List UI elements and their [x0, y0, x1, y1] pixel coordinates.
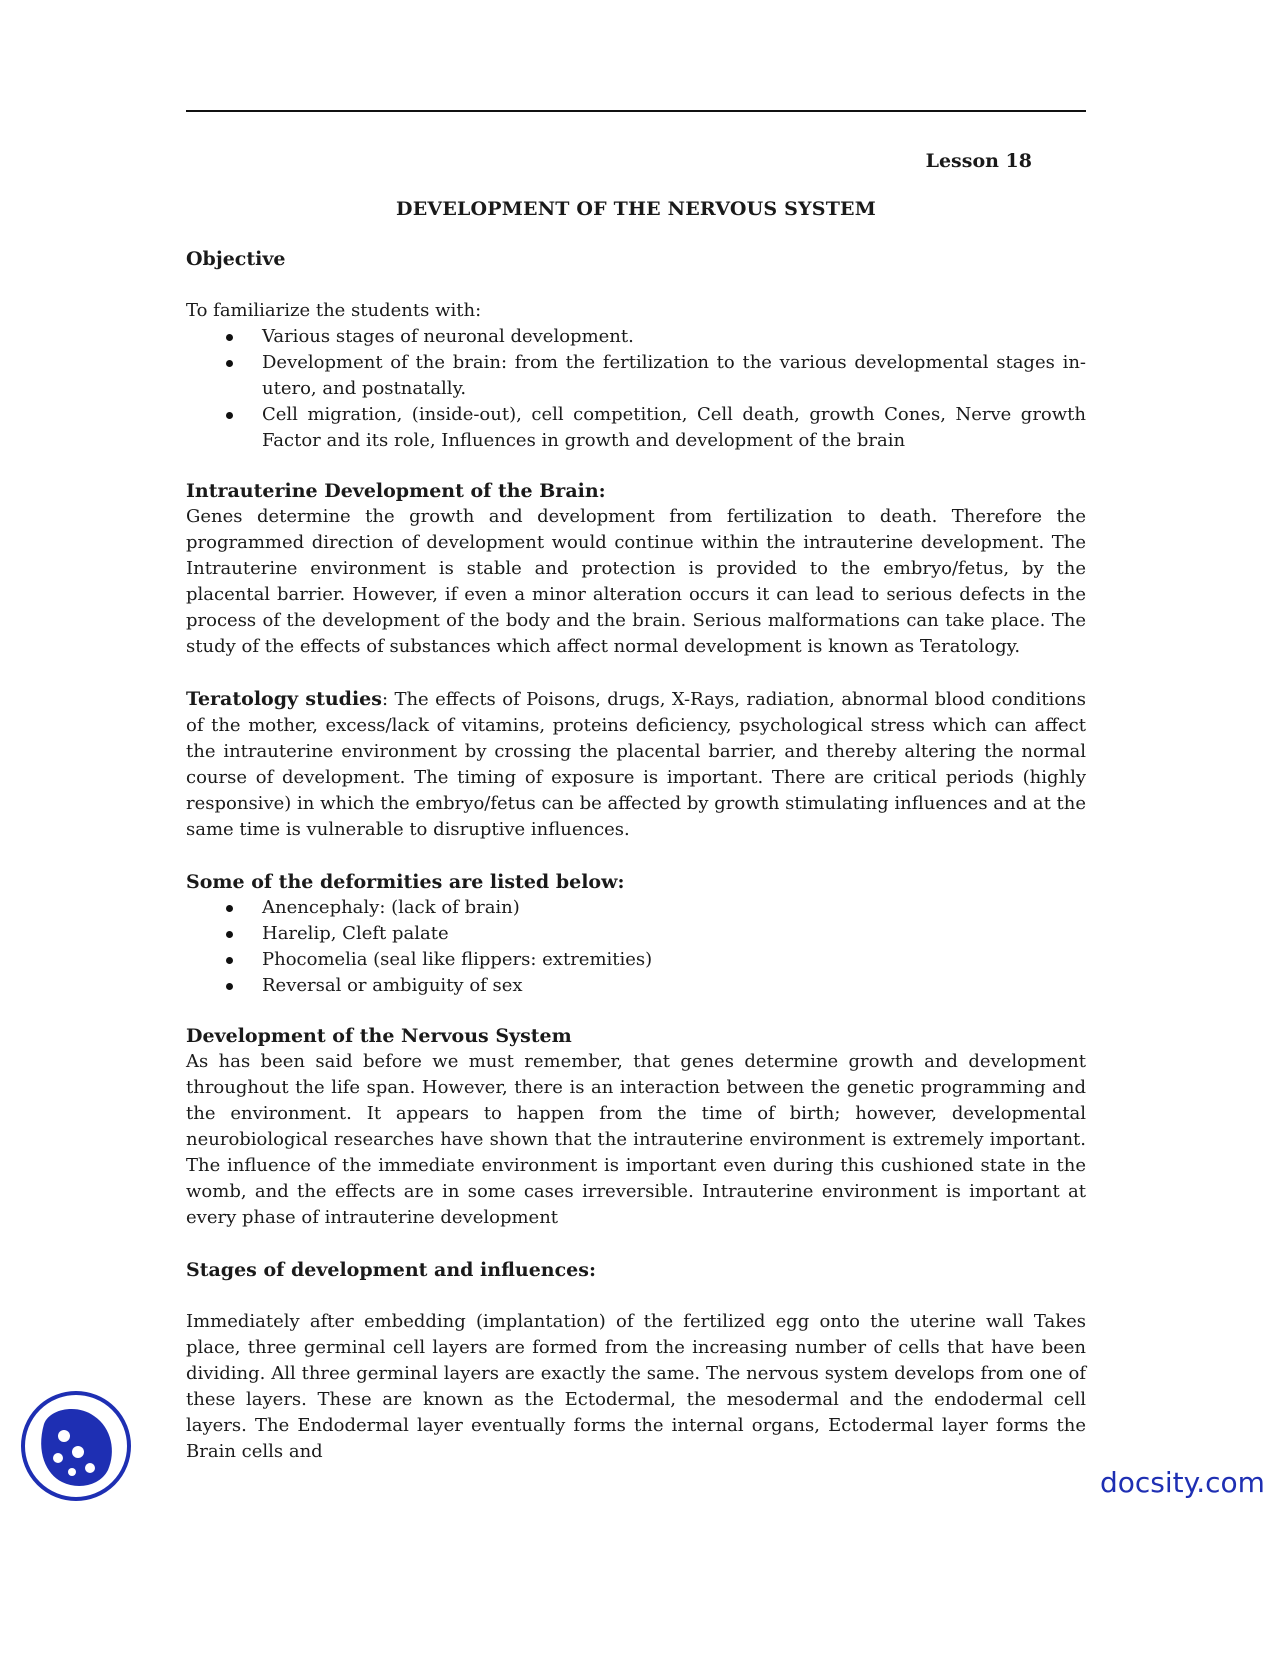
deformities-heading: Some of the deformities are listed below:	[186, 871, 625, 893]
stages-paragraph: Immediately after embedding (implantation) of the fertilized egg onto the uterine wall Takes place, three germinal cell layers are formed from the increasing number of cells that have been dividing. All three germinal layers are exactly the same. The nervous system develops from one of these layers. These are known as the Ectodermal, the mesodermal and the endodermal cell layers. The Endodermal layer eventually forms the internal organs, Ectodermal layer forms the Brain cells and	[186, 1311, 1086, 1462]
list-item: Various stages of neuronal development.	[262, 324, 1086, 350]
intrauterine-heading: Intrauterine Development of the Brain:	[186, 480, 606, 502]
list-item: Cell migration, (inside-out), cell competition, Cell death, growth Cones, Nerve growth Factor and its role, Influences in growth and development of the brain	[262, 402, 1086, 454]
stages-heading: Stages of development and influences:	[186, 1259, 596, 1281]
teratology-label: Teratology studies	[186, 688, 382, 710]
list-item: Anencephaly: (lack of brain)	[262, 895, 1086, 921]
list-item: Development of the brain: from the fertilization to the various developmental stages in-utero, and postnatally.	[262, 350, 1086, 402]
objective-list	[186, 324, 1086, 454]
docsity-logo-icon[interactable]	[20, 1390, 132, 1502]
objective-intro: To familiarize the students with:	[186, 300, 482, 321]
nervous-system-paragraph: As has been said before we must remember, that genes determine growth and development throughout the life span. However, there is an interaction between the genetic programming and the environment. It appears to happen from the time of birth; however, developmental neurobiological researches have shown that the intrauterine environment is extremely important. The influence of the immediate environment is important even during this cushioned state in the womb, and the effects are in some cases irreversible. Intrauterine environment is important at every phase of intrauterine development	[186, 1051, 1086, 1228]
teratology-text: : The effects of Poisons, drugs, X-Rays, radiation, abnormal blood conditions of the mother, excess/lack of vitamins, proteins deficiency, psychological stress which can affect the intrauterine environment by crossing the placental barrier, and thereby altering the normal course of development. The timing of exposure is important. There are critical periods (highly responsive) in which the embryo/fetus can be affected by growth stimulating influences and at the same time is vulnerable to disruptive influences.	[186, 689, 1087, 840]
document-content	[186, 148, 1086, 1465]
objective-heading: Objective	[186, 248, 286, 270]
nervous-system-heading: Development of the Nervous System	[186, 1025, 572, 1047]
teratology-paragraph	[186, 686, 1086, 843]
list-item: Phocomelia (seal like flippers: extremities)	[262, 947, 1086, 973]
header-rule	[186, 110, 1086, 112]
document-title: DEVELOPMENT OF THE NERVOUS SYSTEM	[396, 198, 876, 220]
list-item: Reversal or ambiguity of sex	[262, 973, 1086, 999]
deformities-list	[186, 895, 1086, 999]
lesson-number: Lesson 18	[925, 150, 1032, 172]
list-item: Harelip, Cleft palate	[262, 921, 1086, 947]
docsity-brand-link[interactable]: docsity.com	[1100, 1466, 1265, 1499]
intrauterine-paragraph: Genes determine the growth and development from fertilization to death. Therefore the programmed direction of development would continue within the intrauterine development. The Intrauterine environment is stable and protection is provided to the embryo/fetus, by the placental barrier. However, if even a minor alteration occurs it can lead to serious defects in the process of the development of the body and the brain. Serious malformations can take place. The study of the effects of substances which affect normal development is known as Teratology.	[186, 506, 1086, 657]
